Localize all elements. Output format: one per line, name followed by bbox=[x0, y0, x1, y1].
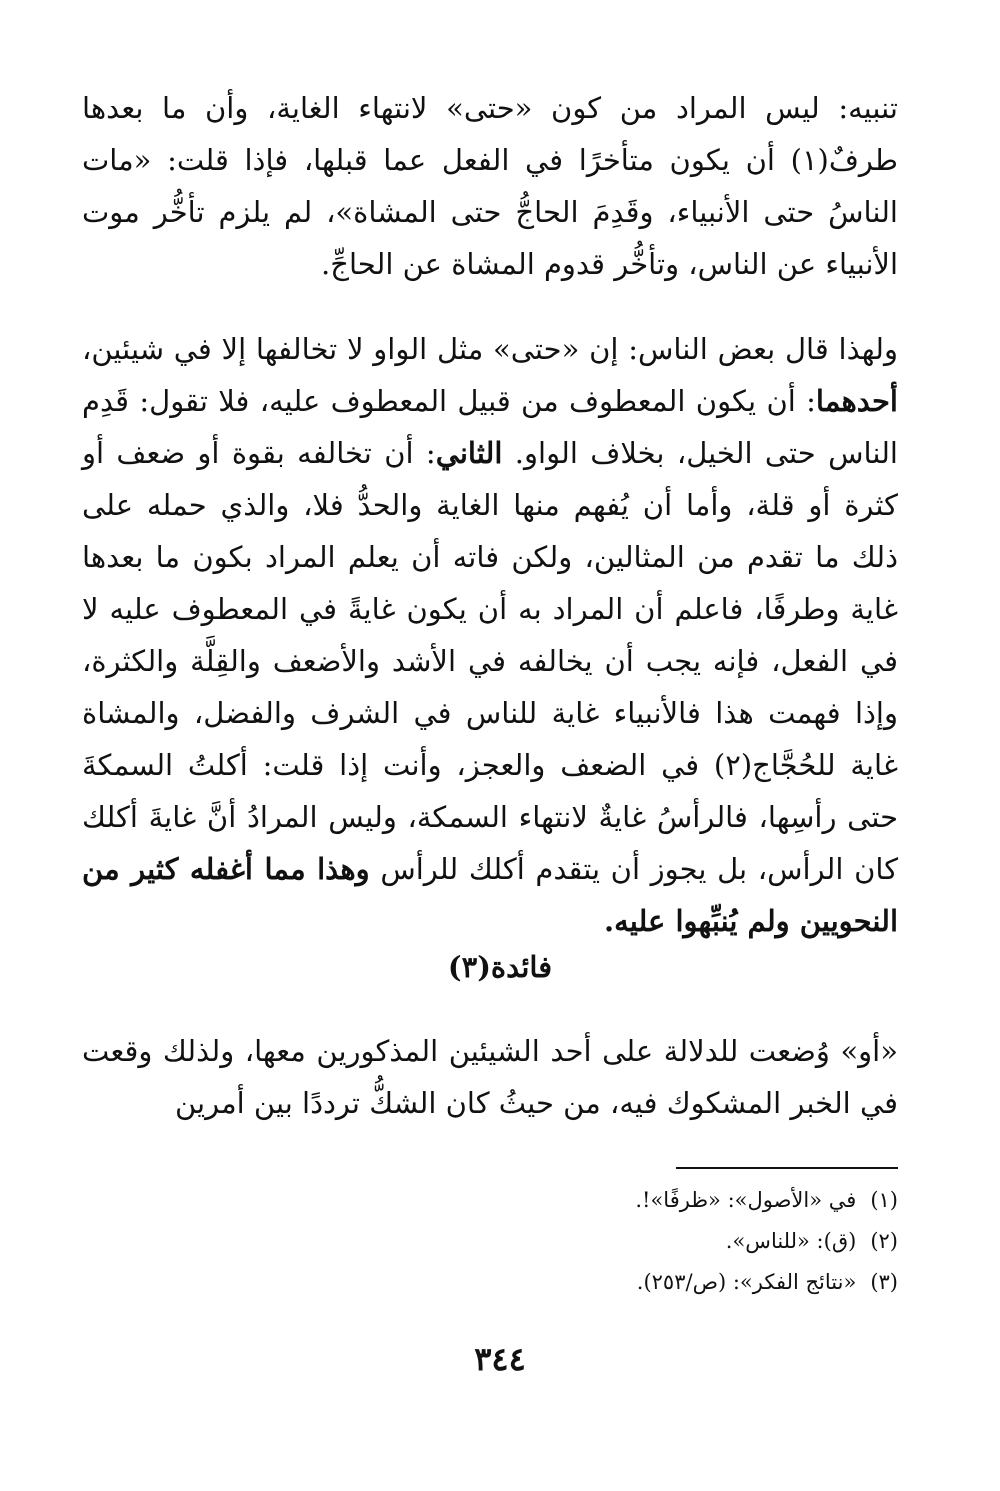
footnote-number: (٣) bbox=[870, 1270, 898, 1294]
footnote-text: «نتائج الفكر»: (ص/٢٥٣). bbox=[636, 1270, 857, 1294]
text-run: : أن تخالفه بقوة أو ضعف أو كثرة أو قلة، وأما أن يُفهم منها الغاية والحدُّ فلا، والذي حمله على ذلك ما تقدم من المثالين، ولكن فاته أن يعلم المراد بكون ما بعدها غاية وطرفًا، فاعلم أن المراد به أن يكون غايةً في المعطوف عليه لا في الفعل، فإنه يجب أن يخالفه في الأشد والأضعف والقِلَّة والكثرة، وإذا فهمت هذا فالأنبياء غاية للناس في الشرف والفضل، والمشاة غاية للحُجَّاج(٢) في الضعف والعجز، وأنت إذا قلت: أكلتُ السمكةَ حتى رأسِها، فالرأسُ غايةٌ لانتهاء السمكة، وليس المرادُ أنَّ غايةَ أكلك كان الرأس، بل يجوز أن يتقدم أكلك للرأس bbox=[82, 436, 899, 886]
bold-term-second: الثاني bbox=[435, 436, 503, 470]
footnote-item bbox=[400, 1262, 898, 1303]
text-run: : أن يكون المعطوف من قبيل المعطوف عليه، فلا تقول: قَدِم الناس حتى الخيل، بخلاف الواو. bbox=[82, 384, 898, 470]
paragraph-benefit: «أو» وُضعت للدلالة على أحد الشيئين المذكورين معها، ولذلك وقعت في الخبر المشكوك فيه، من حيثُ كان الشكُّ ترددًا بين أمرين bbox=[82, 1034, 898, 1120]
paragraph-note: تنبيه: ليس المراد من كون «حتى» لانتهاء الغاية، وأن ما بعدها طرفٌ(١) أن يكون متأخرًا في الفعل عما قبلها، فإذا قلت: «مات الناسُ حتى الأنبياء، وقَدِمَ الحاجُّ حتى المشاة»، لم يلزم تأخُّر موت الأنبياء عن الناس، وتأخُّر قدوم المشاة عن الحاجِّ. bbox=[82, 91, 898, 281]
footnote-number: (٢) bbox=[870, 1229, 898, 1253]
paragraph-main bbox=[82, 323, 898, 947]
footnote-number: (١) bbox=[870, 1188, 898, 1212]
footnote-separator bbox=[676, 1167, 898, 1169]
section-heading: فائدة(٣) bbox=[447, 950, 553, 984]
footnotes bbox=[400, 1180, 898, 1303]
bold-term-first: أحدهما bbox=[815, 384, 898, 418]
page-number: ٣٤٤ bbox=[474, 1340, 526, 1378]
footnote-text: (ق): «للناس». bbox=[725, 1229, 857, 1253]
text-run: ولهذا قال بعض الناس: إن «حتى» مثل الواو لا تخالفها إلا في شيئين، bbox=[82, 332, 898, 366]
footnote-item bbox=[400, 1180, 898, 1221]
bold-conclusion: وهذا مما أغفله كثير من النحويين ولم يُنبِّهوا عليه. bbox=[82, 852, 898, 938]
footnote-item bbox=[400, 1221, 898, 1262]
footnote-text: في «الأصول»: «ظرفًا»!. bbox=[635, 1188, 857, 1212]
